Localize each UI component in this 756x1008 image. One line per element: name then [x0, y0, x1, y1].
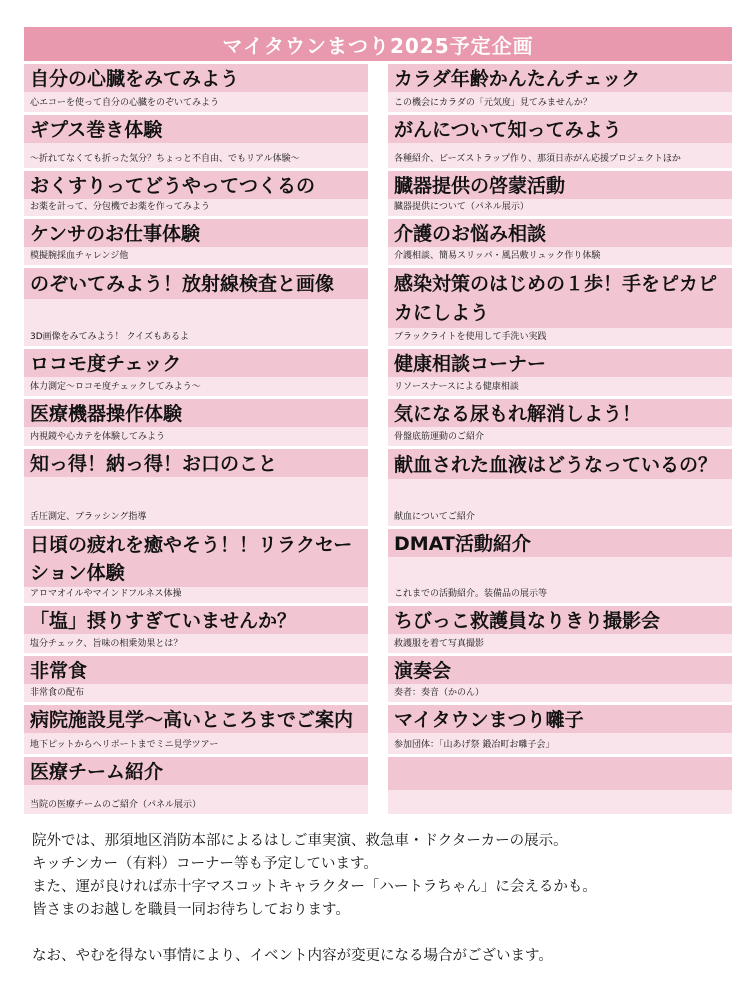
event-item [24, 61, 368, 112]
event-item [24, 396, 368, 446]
event-item [24, 216, 368, 265]
event-description: 献血についてご紹介 [394, 512, 475, 522]
event-list-right [388, 61, 732, 814]
event-item [388, 216, 732, 265]
event-item [388, 112, 732, 168]
event-description: これまでの活動紹介。装備品の展示等 [394, 589, 548, 599]
event-description: 当院の医療チームのご紹介（パネル展示） [30, 800, 202, 810]
event-description: 地下ピットからヘリポートまでミニ見学ツアー [30, 740, 219, 750]
event-title: カラダ年齢かんたんチェック [388, 64, 732, 92]
event-title: 非常食 [24, 656, 368, 684]
event-description: 塩分チェック、旨味の相乗効果とは？ [30, 639, 183, 649]
event-description: 3D画像をみてみよう！ クイズもあるよ [30, 332, 189, 342]
event-item [24, 346, 368, 396]
event-description: 奏者：奏音（かのん） [394, 688, 485, 698]
event-title [388, 757, 732, 790]
event-item [388, 265, 732, 346]
event-description: 介護相談、簡易スリッパ・風呂敷リュック作り体験 [394, 251, 601, 261]
event-description: 内視鏡や心カテを体験してみよう [30, 432, 166, 442]
event-description: 模擬腕採血チャレンジ他 [30, 251, 129, 261]
event-item [388, 61, 732, 112]
event-description: リソースナースによる健康相談 [394, 382, 519, 392]
event-title: がんについて知ってみよう [388, 115, 732, 143]
event-title: 医療機器操作体験 [24, 399, 368, 427]
event-title: 介護のお悩み相談 [388, 219, 732, 247]
event-title: 献血された血液はどうなっているの？ [388, 449, 732, 479]
event-item [24, 168, 368, 216]
event-title: DMAT活動紹介 [388, 529, 732, 557]
event-description: 救護服を着て写真撮影 [394, 639, 485, 649]
event-title: ちびっこ救護員なりきり撮影会 [388, 606, 732, 634]
event-description: 心エコーを使って自分の心臓をのぞいてみよう [30, 98, 220, 108]
event-description: 各種紹介、ビーズストラップ作り、那須日赤がん応援プロジェクトほか [394, 154, 681, 164]
footer-notes [32, 830, 732, 968]
event-item [388, 603, 732, 653]
event-title: 臓器提供の啓蒙活動 [388, 171, 732, 199]
event-item [24, 112, 368, 168]
event-item [24, 265, 368, 346]
event-title: 気になる尿もれ解消しよう！ [388, 399, 732, 427]
event-item [24, 754, 368, 814]
event-list-left [24, 61, 368, 814]
footer-line: キッチンカー（有料）コーナー等も予定しています。 [32, 856, 378, 872]
event-item [388, 702, 732, 754]
event-item [24, 603, 368, 653]
footer-line: また、運が良ければ赤十字マスコットキャラクター「ハートラちゃん」に会えるかも。 [32, 879, 597, 895]
event-description: アロマオイルやマインドフルネス体操 [30, 589, 182, 599]
event-description: ～折れてなくても折った気分？ちょっと不自由、でもリアル体験～ [30, 154, 300, 164]
event-item [24, 702, 368, 754]
event-item [388, 446, 732, 526]
event-description: 舌圧測定、ブラッシング指導 [30, 512, 147, 522]
event-item [24, 653, 368, 702]
event-title: ロコモ度チェック [24, 349, 368, 377]
event-description: 体力測定～ロコモ度チェックしてみよう～ [30, 382, 201, 392]
event-item [388, 653, 732, 702]
event-item [388, 396, 732, 446]
event-title: のぞいてみよう！放射線検査と画像 [24, 268, 368, 299]
event-title: 感染対策のはじめの１歩！手をピカピカにしよう [388, 268, 732, 328]
event-description: ブラックライトを使用して手洗い実践 [394, 332, 547, 342]
event-description: お薬を計って、分包機でお薬を作ってみよう [30, 202, 210, 212]
footer-line: 院外では、那須地区消防本部によるはしご車実演、救急車・ドクターカーの展示。 [32, 833, 568, 849]
event-description: 非常食の配布 [30, 688, 85, 698]
event-title: 知っ得！納っ得！お口のこと [24, 449, 368, 477]
event-title: 病院施設見学～高いところまでご案内 [24, 705, 368, 733]
event-title: 健康相談コーナー [388, 349, 732, 377]
footer-line: 皆さまのお越しを職員一同お待ちしております。 [32, 902, 350, 918]
event-title: 演奏会 [388, 656, 732, 684]
event-item [388, 526, 732, 603]
event-title: 医療チーム紹介 [24, 757, 368, 785]
event-description: この機会にカラダの「元気度」見てみませんか？ [394, 98, 592, 108]
event-title: 日頃の疲れを癒やそう！！リラクセーション体験 [24, 529, 368, 587]
page-title: マイタウンまつり2025予定企画 [24, 27, 732, 61]
event-title: ギプス巻き体験 [24, 115, 368, 143]
empty-item [388, 754, 732, 814]
event-description: 骨盤底筋運動のご紹介 [394, 432, 485, 442]
event-description: 臓器提供について（パネル展示） [394, 202, 529, 212]
footer-notice: なお、やむを得ない事情により、イベント内容が変更になる場合がございます。 [32, 948, 553, 964]
event-title: ケンサのお仕事体験 [24, 219, 368, 247]
event-item [24, 446, 368, 526]
event-item [388, 346, 732, 396]
event-description: 参加団体：「山あげ祭 鍛冶町お囃子会」 [394, 740, 555, 750]
event-item [24, 526, 368, 603]
event-title: 自分の心臓をみてみよう [24, 64, 368, 92]
event-description [394, 811, 728, 812]
event-title: おくすりってどうやってつくるの [24, 171, 368, 199]
event-title: マイタウンまつり囃子 [388, 705, 732, 733]
event-title: 「塩」摂りすぎていませんか？ [24, 606, 368, 634]
event-item [388, 168, 732, 216]
